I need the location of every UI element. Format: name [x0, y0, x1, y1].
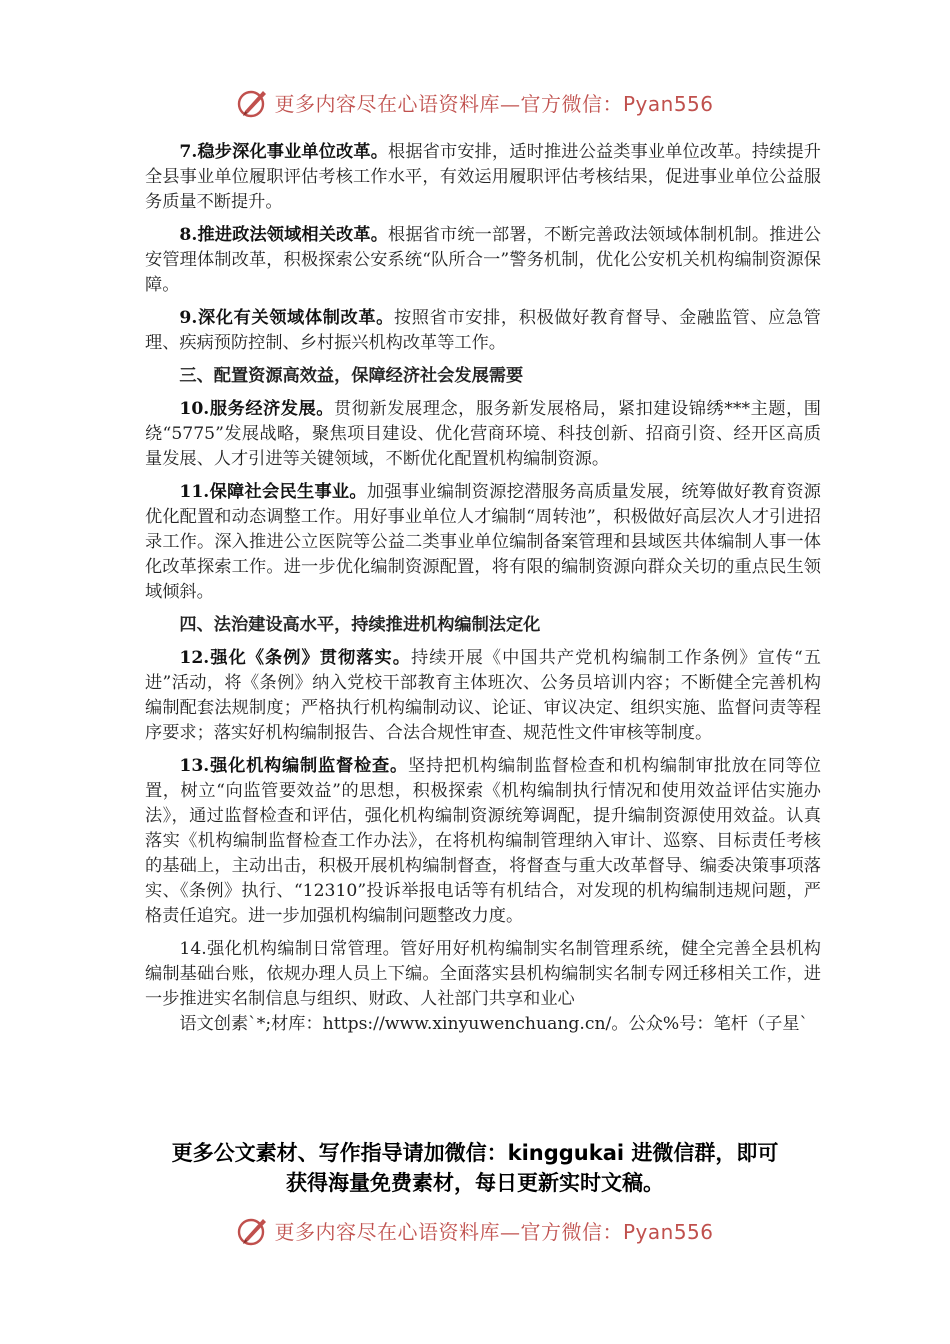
- promo-line-2: 获得海量免费素材，每日更新实时文稿。: [286, 1171, 664, 1195]
- promo-line-1: 更多公文素材、写作指导请加微信：kinggukai 进微信群，即可: [171, 1141, 779, 1165]
- banner-wechat-id: Pyan556: [622, 1219, 714, 1244]
- banner-text: 更多内容尽在心语资料库—官方微信：Pyan556: [274, 1219, 714, 1244]
- paragraph-lead: 12.强化《条例》贯彻落实。: [179, 648, 411, 668]
- banner-wechat-id: Pyan556: [622, 91, 714, 116]
- paragraph-lead: 7.稳步深化事业单位改革。: [179, 142, 389, 162]
- document-body: [145, 140, 821, 1037]
- paragraph-lead: 9.深化有关领域体制改革。: [179, 308, 394, 328]
- quill-pen-in-circle-icon: [236, 1213, 270, 1247]
- paragraph-lead: 13.强化机构编制监督检查。: [179, 756, 408, 776]
- section-heading-4: 四、法治建设高水平，持续推进机构编制法定化: [179, 615, 541, 635]
- paragraph-10: 10.服务经济发展。贯彻新发展理念，服务新发展格局，紧扣建设锦绣***主题，围绕“5775”发展战略，聚焦项目建设、优化营商环境、科技创新、招商引资、经开区高质量发展、人才引进等关键领域，不断优化配置机构编制资源。: [145, 399, 821, 469]
- watermark-line: 语文创素`*;材库：https://www.xinyuwenchuang.cn/。公众%号：笔杆（子星`: [179, 1014, 809, 1034]
- paragraph-lead: 11.保障社会民生事业。: [179, 482, 367, 502]
- paragraph-11: 11.保障社会民生事业。加强事业编制资源挖潜服务高质量发展，统筹做好教育资源优化配置和动态调整工作。用好事业单位人才编制“周转池”，积极做好高层次人才引进招录工作。深入推进公立医院等公益二类事业单位编制备案管理和县域医共体编制人事一体化改革探索工作。进一步优化编制资源配置，将有限的编制资源向群众关切的重点民生领域倾斜。: [145, 482, 821, 602]
- paragraph-lead: 8.推进政法领域相关改革。: [179, 225, 389, 245]
- header-banner: [0, 82, 950, 122]
- banner-text: 更多内容尽在心语资料库—官方微信：Pyan556: [274, 91, 714, 116]
- paragraph-14: 14.强化机构编制日常管理。管好用好机构编制实名制管理系统，健全完善全县机构编制基础台账，依规办理人员上下编。全面落实县机构编制实名制专网迁移相关工作，进一步推进实名制信息与组织、财政、人社部门共享和业心: [145, 939, 821, 1009]
- paragraph-7: 7.稳步深化事业单位改革。根据省市安排，适时推进公益类事业单位改革。持续提升全县事业单位履职评估考核工作水平，有效运用履职评估考核结果，促进事业单位公益服务质量不断提升。: [145, 142, 821, 212]
- paragraph-13: 13.强化机构编制监督检查。坚持把机构编制监督检查和机构编制审批放在同等位置，树立“向监管要效益”的思想，积极探索《机构编制执行情况和使用效益评估实施办法》，通过监督检查和评估，强化机构编制资源统筹调配，提升编制资源使用效益。认真落实《机构编制监督检查工作办法》，在将机构编制管理纳入审计、巡察、目标责任考核的基础上，主动出击，积极开展机构编制督查，将督查与重大改革督导、编委决策事项落实、《条例》执行、“12310”投诉举报电话等有机结合，对发现的机构编制违规问题，严格责任追究。进一步加强机构编制问题整改力度。: [145, 756, 821, 926]
- promo-notice: [0, 1138, 950, 1198]
- footer-banner: [0, 1210, 950, 1250]
- paragraph-9: 9.深化有关领域体制改革。按照省市安排，积极做好教育督导、金融监管、应急管理、疾病预防控制、乡村振兴机构改革等工作。: [145, 308, 821, 353]
- paragraph-12: 12.强化《条例》贯彻落实。持续开展《中国共产党机构编制工作条例》宣传“五进”活动，将《条例》纳入党校干部教育主体班次、公务员培训内容；不断健全完善机构编制配套法规制度；严格执行机构编制动议、论证、审议决定、组织实施、监督问责等程序要求；落实好机构编制报告、合法合规性审查、规范性文件审核等制度。: [145, 648, 821, 743]
- paragraph-lead: 10.服务经济发展。: [179, 399, 335, 419]
- section-heading-3: 三、配置资源高效益，保障经济社会发展需要: [179, 366, 524, 386]
- paragraph-8: 8.推进政法领域相关改革。根据省市统一部署，不断完善政法领域体制机制。推进公安管理体制改革，积极探索公安系统“队所合一”警务机制，优化公安机关机构编制资源保障。: [145, 225, 821, 295]
- quill-pen-in-circle-icon: [236, 85, 270, 119]
